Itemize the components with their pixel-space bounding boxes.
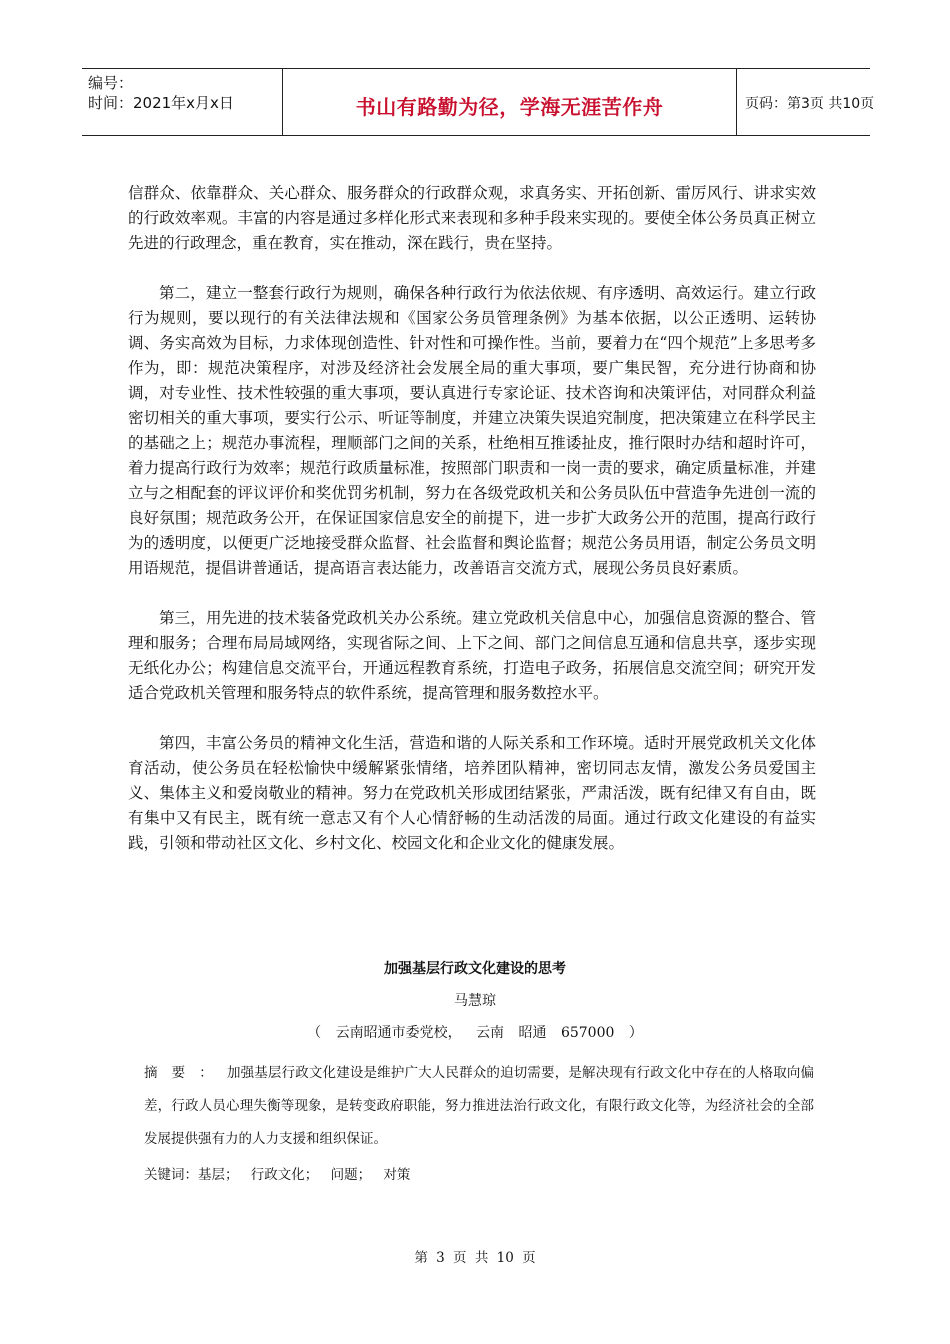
abstract-text: 加强基层行政文化建设是维护广大人民群众的迫切需要，是解决现有行政文化中存在的人格取向偏差，行政人员心理失衡等现象，是转变政府职能，努力推进法治行政文化，有限行政文化等，为经济社会的全部发展提供强有力的人力支援和组织保证。 — [144, 1065, 815, 1147]
document-number-label: 编号： — [88, 74, 134, 92]
paragraph-continuation: 信群众、依靠群众、关心群众、服务群众的行政群众观，求真务实、开拓创新、雷厉风行、讲求实效的行政效率观。丰富的内容是通过多样化形式来表现和多种手段来实现的。要使全体公务员真正树立先进的行政理念，重在教育，实在推动，深在践行，贵在坚持。 — [128, 184, 816, 252]
document-time: 时间：2021年x月x日 — [88, 94, 234, 112]
page-header — [82, 68, 875, 136]
paragraph-third: 第三，用先进的技术装备党政机关办公系统。建立党政机关信息中心，加强信息资源的整合、管理和服务；合理布局局域网络，实现省际之间、上下之间、部门之间信息互通和信息共享，逐步实现无纸化办公；构建信息交流平台，开通远程教育系统，打造电子政务，拓展信息交流空间；研究开发适合党政机关管理和服务特点的软件系统，提高管理和服务数控水平。 — [128, 609, 816, 702]
main-body — [128, 181, 816, 881]
header-page-info: 页码：第3页 共10页 — [745, 96, 875, 112]
article-heading-block — [0, 958, 950, 1042]
abstract-label: 摘要： — [144, 1065, 227, 1081]
article-author: 马慧琼 — [454, 993, 496, 1009]
article-abstract — [144, 1057, 814, 1156]
header-motto-cell — [282, 69, 737, 135]
article-affiliation: （ 云南昭通市委党校， 云南 昭通 657000 ） — [307, 1025, 643, 1041]
page-footer: 第 3 页 共 10 页 — [414, 1250, 536, 1266]
paragraph-second: 第二，建立一整套行政行为规则，确保各种行政行为依法依规、有序透明、高效运行。建立行政行为规则，要以现行的有关法律法规和《国家公务员管理条例》为基本依据，以公正透明、运转协调、务实高效为目标，力求体现创造性、针对性和可操作性。当前，要着力在“四个规范”上多思考多作为，即：规范决策程序，对涉及经济社会发展全局的重大事项，要广集民智，充分进行协商和协调，对专业性、技术性较强的重大事项，要认真进行专家论证、技术咨询和决策评估，对同群众利益密切相关的重大事项，要实行公示、听证等制度，并建立决策失误追究制度，把决策建立在科学民主的基础之上；规范办事流程，理顺部门之间的关系，杜绝相互推诿扯皮，推行限时办结和超时许可，着力提高行政行为效率；规范行政质量标准，按照部门职责和一岗一责的要求，确定质量标准，并建立与之相配套的评议评价和奖优罚劣机制，努力在各级党政机关和公务员队伍中营造争先进创一流的良好氛围；规范政务公开，在保证国家信息安全的前提下，进一步扩大政务公开的范围，提高行政行为的透明度，以便更广泛地接受群众监督、社会监督和舆论监督；规范公务员用语，制定公务员文明用语规范，提倡讲普通话，提高语言表达能力，改善语言交流方式，展现公务员良好素质。 — [128, 284, 816, 577]
paragraph-fourth: 第四，丰富公务员的精神文化生活，营造和谐的人际关系和工作环境。适时开展党政机关文化体育活动，使公务员在轻松愉快中缓解紧张情绪，培养团队精神，密切同志友情，激发公务员爱国主义、集体主义和爱岗敬业的精神。努力在党政机关形成团结紧张，严肃活泼，既有纪律又有自由，既有集中又有民主，既有统一意志又有个人心情舒畅的生动活泼的局面。通过行政文化建设的有益实践，引领和带动社区文化、乡村文化、校园文化和企业文化的健康发展。 — [128, 734, 816, 852]
header-meta — [82, 69, 282, 135]
motto-text: 书山有路勤为径，学海无涯苦作舟 — [355, 95, 664, 119]
article-title: 加强基层行政文化建设的思考 — [384, 961, 566, 977]
article-keywords: 关键词：基层； 行政文化； 问题； 对策 — [144, 1167, 411, 1183]
